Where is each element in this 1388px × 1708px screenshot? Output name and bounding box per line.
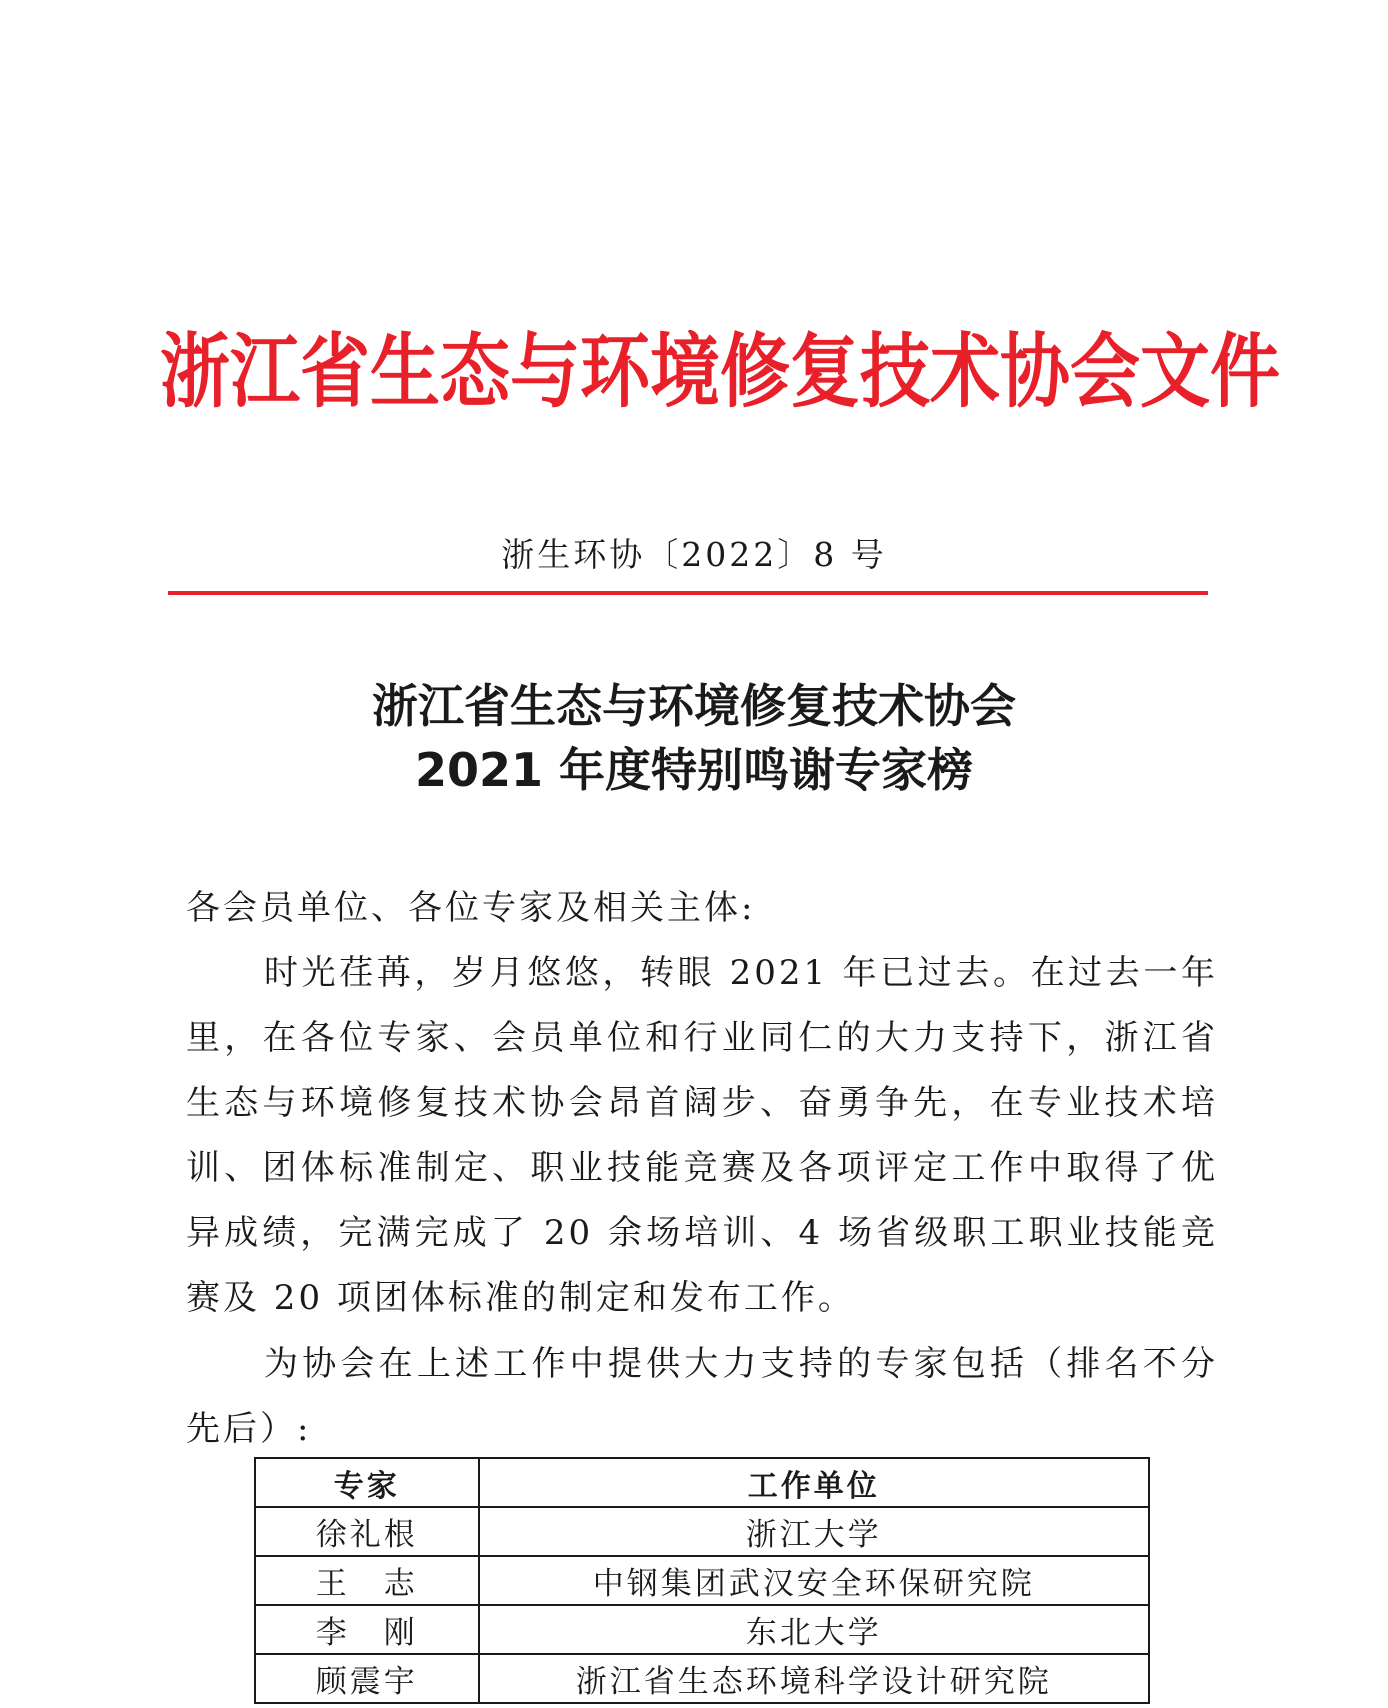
- red-divider-line: [168, 591, 1208, 595]
- org-masthead: 浙江省生态与环境修复技术协会文件: [160, 324, 1280, 420]
- paragraph-experts-intro: 为协会在上述工作中提供大力支持的专家包括（排名不分先后）:: [186, 1344, 1218, 1449]
- table-header-row: [255, 1458, 1149, 1507]
- table-row: [255, 1654, 1149, 1703]
- expert-name: 徐礼根: [255, 1507, 479, 1556]
- expert-workplace: 东北大学: [479, 1605, 1149, 1654]
- expert-workplace: 浙江大学: [479, 1507, 1149, 1556]
- expert-name: 李 刚: [255, 1605, 479, 1654]
- expert-workplace: 中钢集团武汉安全环保研究院: [479, 1556, 1149, 1605]
- expert-name: 王 志: [255, 1556, 479, 1605]
- paragraph-intro: 时光荏苒，岁月悠悠，转眼 2021 年已过去。在过去一年里，在各位专家、会员单位和行业同仁的大力支持下，浙江省生态与环境修复技术协会昂首阔步、奋勇争先，在专业技术培训、团体标准制定、职业技能竞赛及各项评定工作中取得了优异成绩，完满完成了 20 余场培训、4 场省级职工职业技能竞赛及 20 项团体标准的制定和发布工作。: [186, 953, 1218, 1318]
- title-line-1: 浙江省生态与环境修复技术协会: [372, 679, 1016, 733]
- header-workplace: 工作单位: [479, 1458, 1149, 1507]
- salutation: 各会员单位、各位专家及相关主体:: [186, 888, 756, 928]
- document-number: 浙生环协〔2022〕8 号: [501, 535, 887, 574]
- table-row: [255, 1556, 1149, 1605]
- expert-workplace: 浙江省生态环境科学设计研究院: [479, 1654, 1149, 1703]
- table-row: [255, 1605, 1149, 1654]
- title-line-2: 2021 年度特别鸣谢专家榜: [414, 743, 974, 797]
- expert-name: 顾震宇: [255, 1654, 479, 1703]
- table-row: [255, 1507, 1149, 1556]
- header-expert: 专家: [255, 1458, 479, 1507]
- experts-table: [254, 1457, 1150, 1704]
